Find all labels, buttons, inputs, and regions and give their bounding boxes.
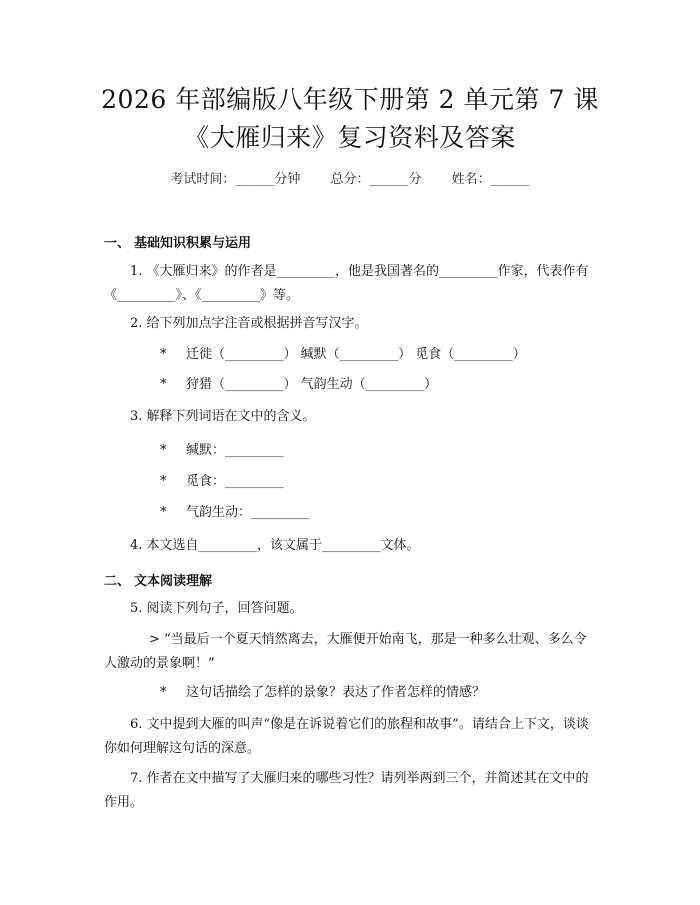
bullet-mark: * — [160, 377, 167, 392]
question-3-item-3: * 气韵生动：_________ — [160, 501, 600, 525]
question-1: 1. 《大雁归来》的作者是_________，他是我国著名的_________作家，代表作有《_________》、《_________》等。 — [104, 264, 589, 303]
question-5-sub: * 这句话描绘了怎样的景象？表达了作者怎样的情感？ — [160, 681, 600, 705]
question-2-item-1: * 迁徙（_________） 缄默（_________） 觅食（_________） — [160, 343, 600, 367]
student-name: 姓名：______ — [451, 172, 530, 187]
question-6: 6. 文中提到大雁的叫声“像是在诉说着它们的旅程和故事”。请结合上下文，谈谈你如何理解这句话的深意。 — [104, 717, 589, 756]
exam-meta — [0, 168, 700, 187]
bullet-mark: * — [160, 347, 167, 362]
question-5-quote: > “当最后一个夏天悄然离去，大雁便开始南飞，那是一种多么壮观、多么令人激动的景象啊！” — [104, 632, 587, 671]
bullet-mark: * — [160, 685, 167, 700]
bullet-mark: * — [160, 505, 167, 520]
total-score: 总分：______分 — [330, 172, 422, 187]
section-heading-1: 一、 基础知识积累与运用 — [104, 236, 252, 251]
question-3: 3. 解释下列词语在文中的含义。 — [130, 409, 316, 424]
question-4: 4. 本文选自_________，该文属于_________文体。 — [130, 538, 420, 553]
bullet-mark: * — [160, 443, 167, 458]
question-5: 5. 阅读下列句子，回答问题。 — [130, 601, 303, 616]
question-7: 7. 作者在文中描写了大雁归来的哪些习性？请列举两到三个，并简述其在文中的作用。 — [104, 771, 589, 810]
section-heading-2: 二、 文本阅读理解 — [104, 574, 213, 589]
page-title-line2: 《大雁归来》复习资料及答案 — [184, 123, 516, 152]
exam-time: 考试时间：______分钟 — [170, 172, 301, 187]
page-title-line1: 2026 年部编版八年级下册第 2 单元第 7 课 — [101, 85, 599, 114]
question-3-item-2: * 觅食：_________ — [160, 470, 600, 494]
bullet-mark: * — [160, 474, 167, 489]
question-2: 2. 给下列加点字注音或根据拼音写汉字。 — [130, 316, 368, 331]
question-3-item-1: * 缄默：_________ — [160, 439, 600, 463]
question-2-item-2: * 狩猎（_________） 气韵生动（_________） — [160, 373, 600, 397]
